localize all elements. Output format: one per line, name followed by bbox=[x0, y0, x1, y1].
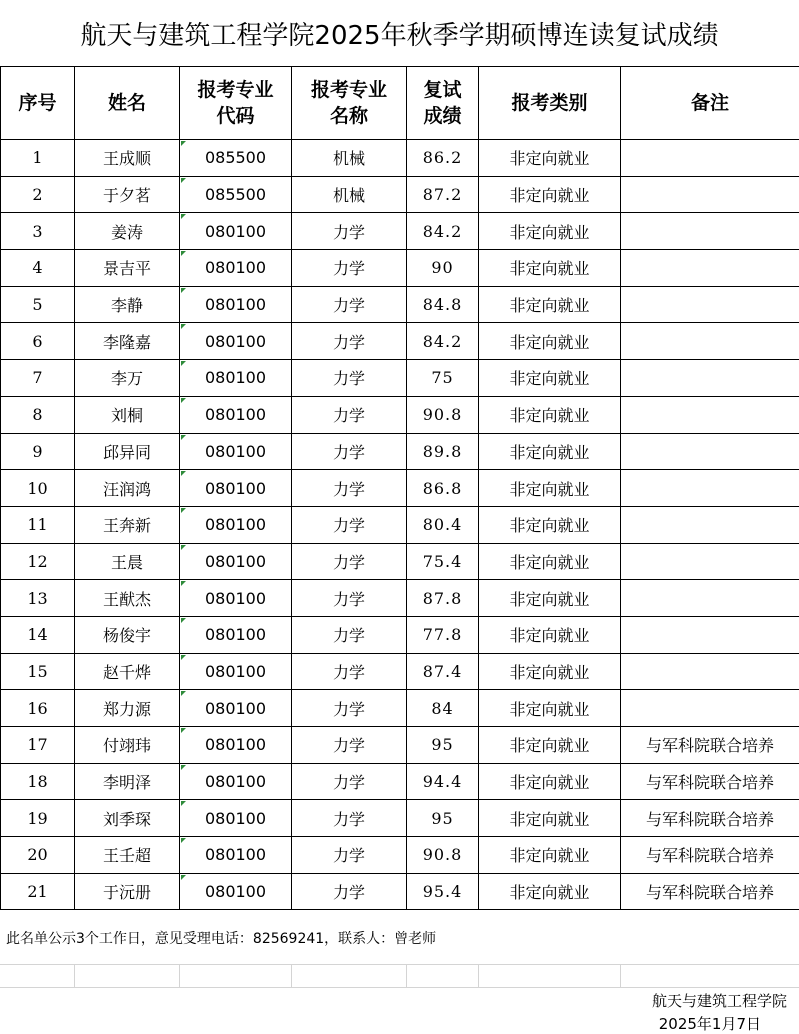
cell-name: 王晨 bbox=[75, 543, 180, 580]
table-row bbox=[1, 286, 799, 323]
cell-score: 84 bbox=[407, 690, 479, 727]
cell-score: 75 bbox=[407, 360, 479, 397]
cell-seq: 2 bbox=[1, 176, 75, 213]
cell-major-name: 力学 bbox=[292, 837, 407, 874]
cell-seq: 3 bbox=[1, 213, 75, 250]
cell-name: 李明泽 bbox=[75, 763, 180, 800]
cell-seq: 11 bbox=[1, 506, 75, 543]
cell-seq: 13 bbox=[1, 580, 75, 617]
cell-remark bbox=[621, 360, 799, 397]
cell-name: 王壬超 bbox=[75, 837, 180, 874]
cell-seq: 19 bbox=[1, 800, 75, 837]
cell-major-name: 力学 bbox=[292, 653, 407, 690]
gridline-row bbox=[0, 964, 799, 965]
cell-type: 非定向就业 bbox=[479, 727, 621, 764]
table-row bbox=[1, 506, 799, 543]
cell-major-name: 力学 bbox=[292, 616, 407, 653]
cell-remark bbox=[621, 396, 799, 433]
cell-score: 84.2 bbox=[407, 323, 479, 360]
cell-remark: 与军科院联合培养 bbox=[621, 800, 799, 837]
cell-remark bbox=[621, 470, 799, 507]
cell-score: 86.2 bbox=[407, 140, 479, 177]
cell-seq: 8 bbox=[1, 396, 75, 433]
cell-score: 95.4 bbox=[407, 873, 479, 910]
cell-major-name: 力学 bbox=[292, 763, 407, 800]
cell-score: 95 bbox=[407, 800, 479, 837]
cell-seq: 16 bbox=[1, 690, 75, 727]
table-row bbox=[1, 176, 799, 213]
cell-major-code: 080100 bbox=[180, 433, 292, 470]
header-name: 姓名 bbox=[75, 67, 180, 140]
cell-major-code: 080100 bbox=[180, 727, 292, 764]
cell-seq: 15 bbox=[1, 653, 75, 690]
cell-seq: 6 bbox=[1, 323, 75, 360]
cell-major-name: 力学 bbox=[292, 396, 407, 433]
cell-name: 李静 bbox=[75, 286, 180, 323]
cell-remark bbox=[621, 616, 799, 653]
header-major-name: 报考专业 名称 bbox=[292, 67, 407, 140]
cell-remark: 与军科院联合培养 bbox=[621, 727, 799, 764]
gridline-col bbox=[406, 964, 407, 987]
cell-name: 李隆嘉 bbox=[75, 323, 180, 360]
cell-type: 非定向就业 bbox=[479, 506, 621, 543]
gridline-col bbox=[179, 964, 180, 987]
cell-type: 非定向就业 bbox=[479, 360, 621, 397]
cell-major-code: 080100 bbox=[180, 800, 292, 837]
header-major-code: 报考专业 代码 bbox=[180, 67, 292, 140]
organization-name: 航天与建筑工程学院 bbox=[651, 992, 787, 1010]
cell-type: 非定向就业 bbox=[479, 653, 621, 690]
cell-score: 87.2 bbox=[407, 176, 479, 213]
cell-name: 郑力源 bbox=[75, 690, 180, 727]
table-row bbox=[1, 616, 799, 653]
cell-major-name: 力学 bbox=[292, 580, 407, 617]
table-row bbox=[1, 543, 799, 580]
cell-major-name: 力学 bbox=[292, 727, 407, 764]
cell-type: 非定向就业 bbox=[479, 616, 621, 653]
cell-major-name: 机械 bbox=[292, 176, 407, 213]
cell-major-code: 080100 bbox=[180, 323, 292, 360]
cell-type: 非定向就业 bbox=[479, 580, 621, 617]
page-title: 航天与建筑工程学院2025年秋季学期硕博连读复试成绩 bbox=[80, 20, 719, 51]
cell-name: 王奔新 bbox=[75, 506, 180, 543]
cell-remark bbox=[621, 176, 799, 213]
table-row bbox=[1, 470, 799, 507]
cell-name: 李万 bbox=[75, 360, 180, 397]
table-row bbox=[1, 727, 799, 764]
cell-major-name: 力学 bbox=[292, 433, 407, 470]
cell-type: 非定向就业 bbox=[479, 873, 621, 910]
cell-seq: 7 bbox=[1, 360, 75, 397]
cell-major-code: 080100 bbox=[180, 250, 292, 287]
cell-name: 姜涛 bbox=[75, 213, 180, 250]
cell-type: 非定向就业 bbox=[479, 837, 621, 874]
cell-major-name: 力学 bbox=[292, 323, 407, 360]
cell-seq: 20 bbox=[1, 837, 75, 874]
cell-major-code: 080100 bbox=[180, 690, 292, 727]
cell-type: 非定向就业 bbox=[479, 396, 621, 433]
header-seq: 序号 bbox=[1, 67, 75, 140]
cell-remark bbox=[621, 543, 799, 580]
cell-score: 90 bbox=[407, 250, 479, 287]
cell-remark bbox=[621, 690, 799, 727]
gridline-col bbox=[478, 964, 479, 987]
cell-major-code: 080100 bbox=[180, 580, 292, 617]
table-row bbox=[1, 873, 799, 910]
cell-seq: 1 bbox=[1, 140, 75, 177]
cell-remark: 与军科院联合培养 bbox=[621, 763, 799, 800]
cell-major-code: 080100 bbox=[180, 396, 292, 433]
cell-name: 邱异同 bbox=[75, 433, 180, 470]
cell-major-name: 力学 bbox=[292, 690, 407, 727]
cell-seq: 9 bbox=[1, 433, 75, 470]
cell-major-code: 080100 bbox=[180, 837, 292, 874]
cell-score: 90.8 bbox=[407, 396, 479, 433]
gridline-col bbox=[74, 964, 75, 987]
score-table bbox=[0, 66, 799, 910]
cell-type: 非定向就业 bbox=[479, 176, 621, 213]
cell-seq: 5 bbox=[1, 286, 75, 323]
cell-type: 非定向就业 bbox=[479, 323, 621, 360]
cell-name: 刘季琛 bbox=[75, 800, 180, 837]
cell-score: 75.4 bbox=[407, 543, 479, 580]
cell-remark bbox=[621, 580, 799, 617]
cell-major-code: 080100 bbox=[180, 506, 292, 543]
cell-type: 非定向就业 bbox=[479, 763, 621, 800]
gridline-row bbox=[0, 987, 799, 988]
cell-type: 非定向就业 bbox=[479, 470, 621, 507]
cell-major-name: 力学 bbox=[292, 800, 407, 837]
cell-score: 86.8 bbox=[407, 470, 479, 507]
cell-major-name: 力学 bbox=[292, 250, 407, 287]
cell-major-name: 力学 bbox=[292, 470, 407, 507]
cell-name: 付翊玮 bbox=[75, 727, 180, 764]
table-row bbox=[1, 396, 799, 433]
cell-score: 87.4 bbox=[407, 653, 479, 690]
cell-major-code: 080100 bbox=[180, 873, 292, 910]
cell-major-code: 085500 bbox=[180, 140, 292, 177]
cell-major-code: 080100 bbox=[180, 213, 292, 250]
cell-major-code: 080100 bbox=[180, 616, 292, 653]
table-row bbox=[1, 360, 799, 397]
cell-name: 刘桐 bbox=[75, 396, 180, 433]
cell-score: 80.4 bbox=[407, 506, 479, 543]
cell-major-name: 力学 bbox=[292, 360, 407, 397]
cell-type: 非定向就业 bbox=[479, 286, 621, 323]
cell-remark bbox=[621, 653, 799, 690]
cell-type: 非定向就业 bbox=[479, 250, 621, 287]
cell-remark bbox=[621, 433, 799, 470]
cell-seq: 12 bbox=[1, 543, 75, 580]
cell-seq: 14 bbox=[1, 616, 75, 653]
cell-name: 汪润鸿 bbox=[75, 470, 180, 507]
cell-major-name: 力学 bbox=[292, 543, 407, 580]
cell-type: 非定向就业 bbox=[479, 140, 621, 177]
cell-remark bbox=[621, 286, 799, 323]
cell-remark: 与军科院联合培养 bbox=[621, 837, 799, 874]
header-type: 报考类别 bbox=[479, 67, 621, 140]
table-row bbox=[1, 800, 799, 837]
cell-score: 87.8 bbox=[407, 580, 479, 617]
header-score: 复试 成绩 bbox=[407, 67, 479, 140]
cell-type: 非定向就业 bbox=[479, 213, 621, 250]
cell-name: 景吉平 bbox=[75, 250, 180, 287]
cell-major-code: 080100 bbox=[180, 653, 292, 690]
cell-score: 77.8 bbox=[407, 616, 479, 653]
cell-major-code: 080100 bbox=[180, 543, 292, 580]
header-remark: 备注 bbox=[621, 67, 799, 140]
cell-major-name: 力学 bbox=[292, 286, 407, 323]
table-row bbox=[1, 580, 799, 617]
cell-score: 94.4 bbox=[407, 763, 479, 800]
cell-seq: 18 bbox=[1, 763, 75, 800]
cell-major-name: 力学 bbox=[292, 873, 407, 910]
table-row bbox=[1, 213, 799, 250]
cell-type: 非定向就业 bbox=[479, 543, 621, 580]
cell-remark: 与军科院联合培养 bbox=[621, 873, 799, 910]
cell-name: 王成顺 bbox=[75, 140, 180, 177]
cell-remark bbox=[621, 506, 799, 543]
cell-major-code: 080100 bbox=[180, 763, 292, 800]
cell-remark bbox=[621, 250, 799, 287]
table-row bbox=[1, 690, 799, 727]
table-row bbox=[1, 140, 799, 177]
cell-name: 赵千烨 bbox=[75, 653, 180, 690]
table-header-row bbox=[1, 67, 799, 140]
cell-type: 非定向就业 bbox=[479, 690, 621, 727]
cell-name: 于沅册 bbox=[75, 873, 180, 910]
cell-major-name: 机械 bbox=[292, 140, 407, 177]
table-row bbox=[1, 433, 799, 470]
cell-remark bbox=[621, 140, 799, 177]
cell-type: 非定向就业 bbox=[479, 433, 621, 470]
cell-major-code: 080100 bbox=[180, 470, 292, 507]
cell-type: 非定向就业 bbox=[479, 800, 621, 837]
cell-major-name: 力学 bbox=[292, 213, 407, 250]
table-row bbox=[1, 250, 799, 287]
cell-score: 84.2 bbox=[407, 213, 479, 250]
notice-text: 此名单公示3个工作日，意见受理电话：82569241，联系人：曾老师 bbox=[6, 931, 437, 947]
cell-score: 89.8 bbox=[407, 433, 479, 470]
table-row bbox=[1, 323, 799, 360]
cell-score: 95 bbox=[407, 727, 479, 764]
cell-score: 84.8 bbox=[407, 286, 479, 323]
cell-seq: 17 bbox=[1, 727, 75, 764]
gridline-col bbox=[620, 964, 621, 987]
cell-major-code: 080100 bbox=[180, 286, 292, 323]
cell-remark bbox=[621, 213, 799, 250]
publish-date: 2025年1月7日 bbox=[658, 1015, 761, 1033]
cell-score: 90.8 bbox=[407, 837, 479, 874]
cell-name: 于夕茗 bbox=[75, 176, 180, 213]
cell-major-code: 080100 bbox=[180, 360, 292, 397]
cell-seq: 21 bbox=[1, 873, 75, 910]
cell-name: 王猷杰 bbox=[75, 580, 180, 617]
cell-seq: 4 bbox=[1, 250, 75, 287]
cell-seq: 10 bbox=[1, 470, 75, 507]
table-row bbox=[1, 837, 799, 874]
gridline-col bbox=[291, 964, 292, 987]
cell-remark bbox=[621, 323, 799, 360]
cell-major-name: 力学 bbox=[292, 506, 407, 543]
table-row bbox=[1, 763, 799, 800]
cell-major-code: 085500 bbox=[180, 176, 292, 213]
cell-name: 杨俊宇 bbox=[75, 616, 180, 653]
table-row bbox=[1, 653, 799, 690]
